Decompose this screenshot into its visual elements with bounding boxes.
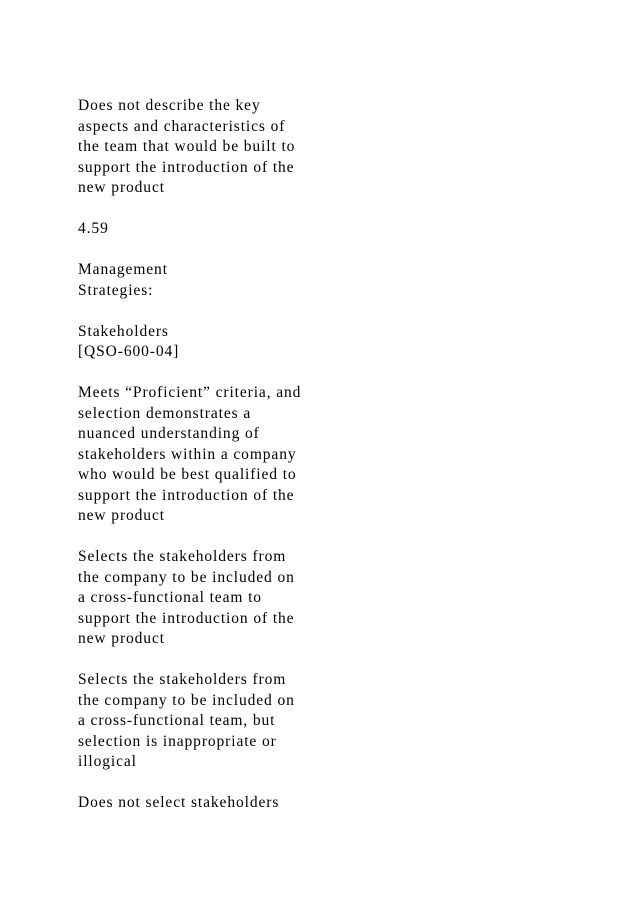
text-line: nuanced understanding of: [78, 425, 260, 442]
paragraph-needs-improvement: [78, 670, 338, 773]
text-line: a cross-functional team, but: [78, 712, 276, 729]
text-line: selection demonstrates a: [78, 404, 252, 422]
paragraph-category: [78, 260, 338, 301]
category-label: Management: [78, 261, 168, 278]
criterion-code: [QSO-600-04]: [78, 343, 180, 360]
text-line: new product: [78, 507, 165, 524]
paragraph-criterion: [78, 322, 338, 363]
text-line: new product: [78, 630, 165, 647]
text-line: Selects the stakeholders from: [78, 548, 287, 565]
paragraph-proficient: [78, 547, 338, 650]
rubric-text-column: [78, 96, 338, 834]
text-line: a cross-functional team to: [78, 589, 262, 606]
text-line: Meets “Proficient” criteria, and: [78, 384, 302, 401]
text-line: the company to be included on: [78, 691, 295, 709]
paragraph-not-evident: [78, 793, 338, 814]
text-line: support the introduction of the: [78, 486, 295, 504]
text-line: Does not describe the key: [78, 97, 261, 114]
text-line: Does not select stakeholders: [78, 794, 280, 811]
paragraph-exemplary: [78, 383, 338, 527]
text-line: support the introduction of the: [78, 158, 295, 176]
text-line: the team that would be built to: [78, 138, 296, 155]
text-line: new product: [78, 179, 165, 196]
text-line: illogical: [78, 753, 137, 770]
text-line: support the introduction of the: [78, 609, 295, 627]
text-line: Selects the stakeholders from: [78, 671, 287, 688]
category-label: Strategies:: [78, 281, 154, 299]
text-line: the company to be included on: [78, 568, 295, 586]
paragraph-score: [78, 219, 338, 240]
text-line: selection is inappropriate or: [78, 732, 277, 750]
paragraph-not-describe-team: [78, 96, 338, 199]
text-line: who would be best qualified to: [78, 466, 297, 483]
criterion-name: Stakeholders: [78, 322, 169, 340]
text-line: aspects and characteristics of: [78, 117, 286, 135]
text-line: stakeholders within a company: [78, 445, 297, 463]
score-value: 4.59: [78, 220, 109, 237]
